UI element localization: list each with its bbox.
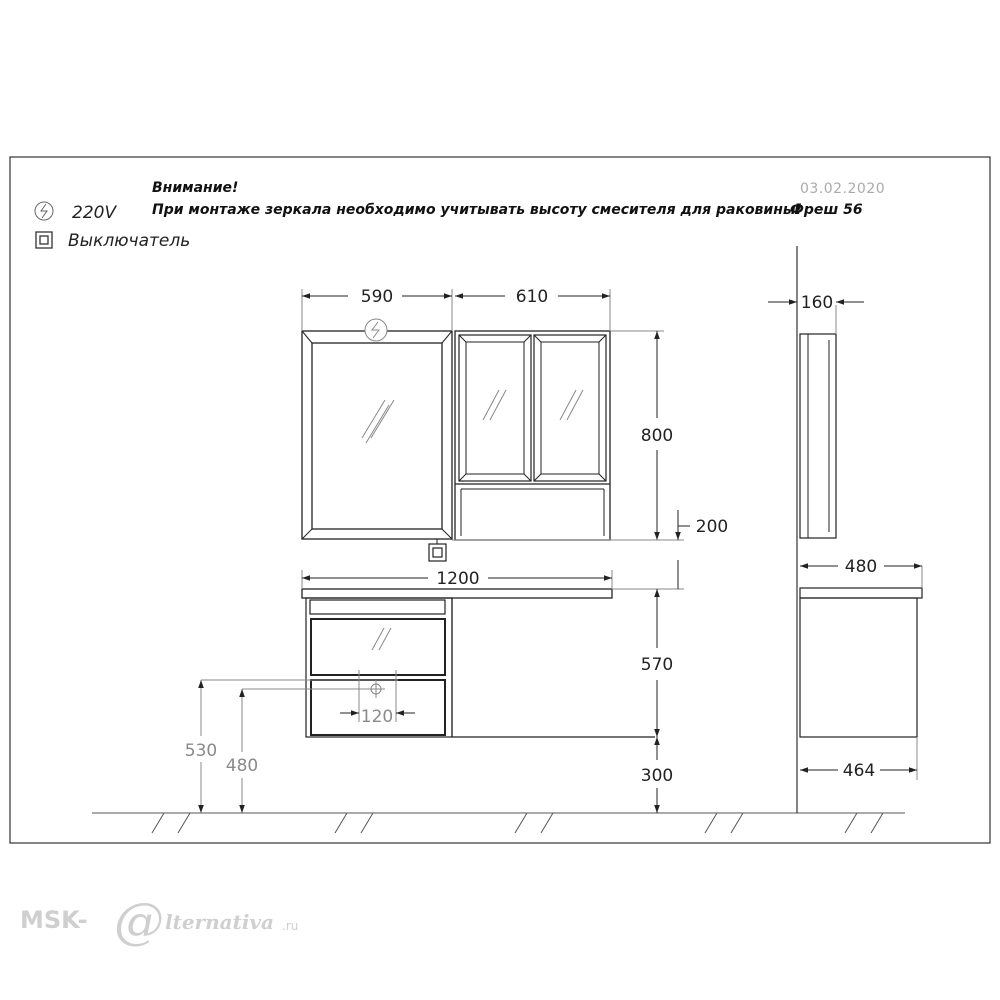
dim-drain-height-2 bbox=[226, 689, 258, 813]
mirror-power-icon bbox=[365, 319, 387, 341]
notice-title: Внимание! bbox=[152, 180, 239, 196]
watermark-tld: .ru bbox=[282, 919, 299, 933]
dim-gap bbox=[452, 510, 728, 589]
legend-power-label: 220V bbox=[72, 203, 117, 223]
notice-text: При монтаже зеркала необходимо учитывать высоту смесителя для раковины! bbox=[152, 202, 802, 218]
dim-floor-clearance bbox=[641, 737, 673, 813]
dim-120-label: 120 bbox=[360, 707, 394, 727]
dim-800-label: 800 bbox=[640, 426, 674, 446]
dim-610-label: 610 bbox=[515, 287, 549, 307]
product-name: Фреш 56 bbox=[790, 202, 863, 218]
dim-cabinet-width bbox=[455, 287, 610, 331]
dim-480-depth-label: 480 bbox=[844, 557, 878, 577]
dim-530-label: 530 bbox=[184, 741, 218, 761]
dim-300-label: 300 bbox=[640, 766, 674, 786]
dim-top-depth bbox=[768, 293, 864, 313]
mirror-cabinet bbox=[455, 331, 610, 540]
dim-200-label: 200 bbox=[695, 517, 729, 537]
switch-icon bbox=[36, 232, 52, 248]
mirror-panel bbox=[302, 331, 452, 539]
dim-vanity-height bbox=[641, 589, 673, 737]
legend-switch-label: Выключатель bbox=[68, 231, 191, 251]
dim-cabinet-height bbox=[610, 331, 673, 540]
drawing-date: 03.02.2020 bbox=[800, 181, 886, 197]
dim-counter-width bbox=[302, 569, 612, 589]
watermark-suffix: lternativa bbox=[165, 910, 275, 934]
dim-480-drain-label: 480 bbox=[225, 756, 259, 776]
dim-160-label: 160 bbox=[800, 293, 834, 313]
power-icon bbox=[35, 202, 53, 220]
side-view bbox=[797, 246, 922, 813]
dim-counter-depth bbox=[800, 557, 922, 577]
countertop bbox=[302, 589, 655, 737]
dim-drain-height-1 bbox=[185, 680, 217, 813]
dim-1200-label: 1200 bbox=[436, 569, 480, 589]
dim-570-label: 570 bbox=[640, 655, 674, 675]
watermark-prefix: MSK- bbox=[20, 906, 88, 934]
mirror-switch-icon bbox=[429, 539, 446, 561]
sheet-frame bbox=[10, 157, 990, 843]
dim-464-label: 464 bbox=[842, 761, 876, 781]
dim-590-label: 590 bbox=[360, 287, 394, 307]
dim-vanity-depth bbox=[800, 761, 917, 781]
watermark-logo-letter: @ bbox=[114, 892, 164, 950]
floor-line bbox=[92, 813, 905, 833]
